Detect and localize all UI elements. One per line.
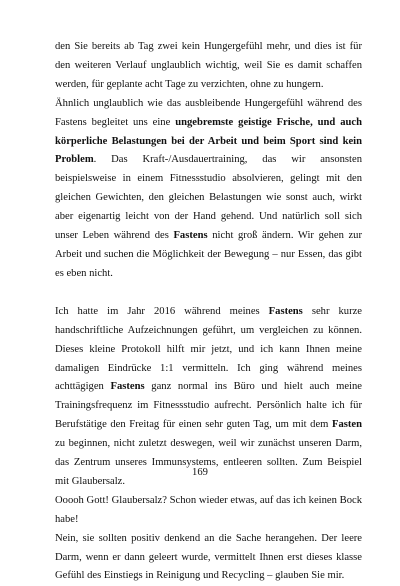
paragraph-2-text-c: . Das Kraft-/Ausdauertraining, das wir ansonsten beispielsweise in einem Fitnessstudio absolvieren, gelingt mit den gleichen Gewichten, den gleichen Belastungen wie sonst auch, wirkt aber eigenartig leicht von der Hand gehend. Und natürlich soll sich unser Leben während des [55,154,362,242]
paragraph-3-text-c: sehr kurze handschriftliche Aufzeichnungen geführt, um vergleichen zu können. Dieses kleine Protokoll hilft mir jetzt, und ich kann Ihnen meine damaligen Eindrücke 1:1 vermitteln. Ich ging während meines achttägigen [55,305,362,393]
paragraph-2-bold-claim: ungebremste geistige Frische, und auch körperliche Belastungen bei der Arbeit und beim Sport sind kein Problem [55,116,362,166]
paragraph-gap [55,284,362,303]
paragraph-4-text: Ooooh Gott! Glaubersalz? Schon wieder etwas, auf das ich keinen Bock habe! [55,494,362,525]
paragraph-2-text-e: nicht groß ändern. Wir gehen zur Arbeit und suchen die Möglichkeit der Bewegung – nur Essen, das gibt es eben nicht. [55,230,362,279]
paragraph-3-text-e: ganz normal ins Büro und hielt auch meine Trainingsfrequenz im Fitnessstudio aufrecht. Persönlich halte ich für Berufstätige den Freitag für einen sehr guten Tag, um mit dem [55,381,362,431]
paragraph-3-bold-fastens-1: Fastens [268,305,303,317]
body-text [55,38,362,586]
paragraph-1-text: den Sie bereits ab Tag zwei kein Hungergefühl mehr, und dies ist für den weiteren Verlauf unglaublich wichtig, weil Sie es damit schaffen werden, für geplante acht Tage zu verzichten, ohne zu hungern. [55,41,362,90]
paragraph-2-bold-fastens: Fastens [173,230,208,242]
paragraph-3-bold-fastens-2: Fastens [110,381,145,393]
paragraph-3-text-a: Ich hatte im Jahr 2016 während meines [55,305,269,317]
paragraph-5 [55,530,362,586]
paragraph-3-bold-fasten: Fasten [331,419,362,431]
paragraph-2 [55,95,362,284]
paragraph-3 [55,303,362,492]
paragraph-2-text-a: Ähnlich unglaublich wie das ausbleibende Hungergefühl während des Fastens begleitet uns eine [55,97,362,128]
paragraph-3-text-g: zu beginnen, nicht zuletzt deswegen, weil wir zunächst unseren Darm, das Zentrum unseres Immunsystems, entleeren sollten. Zum Beispiel mit Glaubersalz. [55,438,362,487]
paragraph-4 [55,492,362,530]
paragraph-1 [55,38,362,95]
paragraph-5-text: Nein, sie sollten positiv denkend an die Sache herangehen. Der leere Darm, wenn er dann geleert wurde, vermittelt Ihnen erst dieses klasse Gefühl des Einstiegs in Reinigung und Recycling – glauben Sie mir. [55,532,362,582]
page-number: 169 [192,467,208,478]
